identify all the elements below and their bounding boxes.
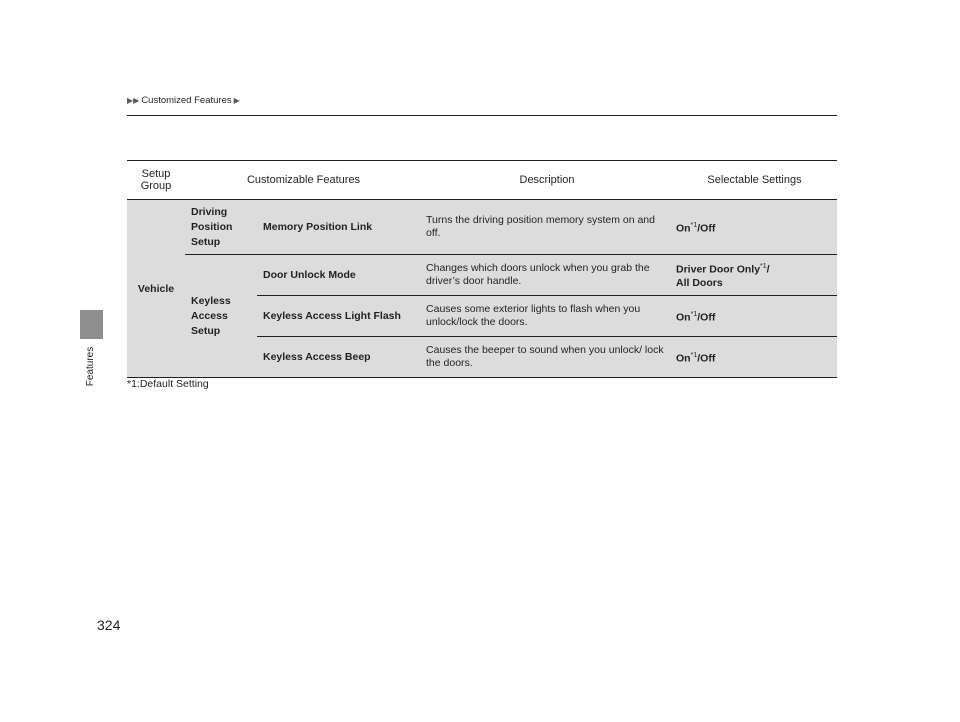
feature-cell: Keyless Access Beep xyxy=(257,337,422,378)
page-number: 324 xyxy=(97,617,121,633)
settings-cell: On$^{*1}$/Off xyxy=(672,337,837,378)
section-label-text: Features xyxy=(85,346,97,386)
feature-cell: Keyless Access Light Flash xyxy=(257,296,422,337)
header-customizable-features: Customizable Features xyxy=(185,161,422,200)
table-header-row xyxy=(127,161,837,200)
settings-cell: On$^{*1}$/Off xyxy=(672,200,837,255)
section-tab-marker xyxy=(80,310,103,339)
footnote: *1:Default Setting xyxy=(127,378,209,390)
breadcrumb-arrow-icon: ▶▶ xyxy=(127,96,140,105)
subgroup-driving-position: Driving Position Setup xyxy=(185,200,257,255)
subgroup-keyless-access: Keyless Access Setup xyxy=(185,255,257,378)
setup-group-cell: Vehicle xyxy=(127,200,185,378)
description-cell: Causes the beeper to sound when you unlock/ lock the doors. xyxy=(422,337,672,378)
header-selectable-settings: Selectable Settings xyxy=(672,161,837,200)
description-cell: Turns the driving position memory system on and off. xyxy=(422,200,672,255)
breadcrumb xyxy=(127,95,240,106)
breadcrumb-arrow-icon: ▶ xyxy=(233,96,240,105)
table-row xyxy=(127,200,837,255)
description-cell: Changes which doors unlock when you grab the driver’s door handle. xyxy=(422,255,672,296)
section-label xyxy=(78,340,104,392)
feature-cell: Memory Position Link xyxy=(257,200,422,255)
breadcrumb-link[interactable]: Customized Features xyxy=(141,95,232,106)
settings-cell: Driver Door Only$^{*1}$/ All Doors xyxy=(672,255,837,296)
header-description: Description xyxy=(422,161,672,200)
table-row xyxy=(127,255,837,296)
feature-cell: Door Unlock Mode xyxy=(257,255,422,296)
description-cell: Causes some exterior lights to flash when you unlock/lock the doors. xyxy=(422,296,672,337)
settings-cell: On$^{*1}$/Off xyxy=(672,296,837,337)
header-setup-group: Setup Group xyxy=(127,161,185,200)
header-divider xyxy=(127,115,837,116)
customizable-features-table xyxy=(127,160,837,378)
